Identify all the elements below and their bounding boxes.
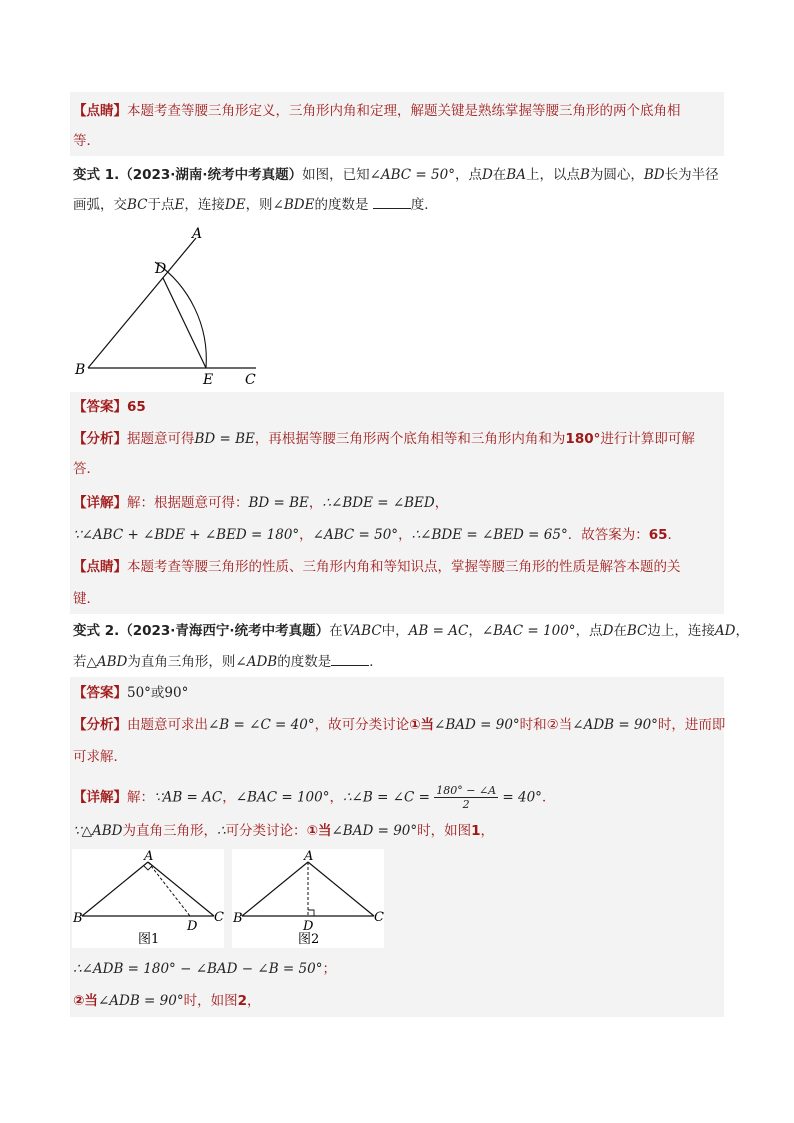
highlight: 时，如图	[417, 823, 472, 839]
highlight: 65	[648, 527, 668, 543]
answer-blank	[331, 653, 369, 666]
text: ，再根据等腰三角形两个底角相等和三角形内角和为	[254, 431, 566, 447]
text: ，	[468, 623, 482, 639]
ray-ba	[88, 238, 196, 368]
math: BC	[626, 623, 648, 639]
answer-value: 65	[127, 399, 146, 415]
text: 在	[329, 623, 343, 639]
text: 画弧，交	[73, 197, 127, 213]
math: AD	[714, 623, 736, 639]
math: D	[602, 623, 614, 639]
math: ∠BDE	[272, 197, 315, 213]
text: ．	[369, 654, 383, 670]
label-d: D	[303, 919, 314, 934]
text: 边上，连接	[647, 623, 715, 639]
text: ，点	[575, 623, 603, 639]
detail-tag: 【详解】	[73, 495, 127, 511]
note-text: 本题考查等腰三角形定义，三角形内角和定理，解题关键是熟练掌握等腰三角形的两个底角相	[127, 103, 681, 119]
math: BD = BE	[248, 495, 309, 511]
text: ，	[735, 623, 749, 639]
math: ∠BAD = 90°	[434, 717, 520, 733]
figure-caption: 图1	[138, 932, 160, 947]
figure-2	[232, 849, 384, 948]
note-tag: 【点睛】	[73, 103, 127, 119]
analysis-line-2: 答．	[73, 461, 100, 477]
math: BC	[127, 197, 148, 213]
math: ∠ADB = 90°	[97, 993, 184, 1009]
math: D	[481, 167, 493, 183]
variant-1-line-2	[73, 196, 438, 214]
answer-value: 50°或90°	[127, 685, 189, 701]
text: 上，以点	[525, 167, 580, 183]
text: 若	[73, 654, 87, 670]
text: 长为半径	[664, 167, 719, 183]
analysis-line-3	[73, 716, 725, 734]
math: DE	[224, 197, 246, 213]
highlight: ①当	[306, 823, 332, 839]
variant-2-source: （2023·青海西宁·统考中考真题）	[119, 623, 330, 639]
figure-caption: 图2	[298, 932, 320, 947]
highlight: 180°	[565, 431, 601, 447]
label-b: B	[233, 911, 243, 926]
text: ，	[329, 789, 343, 806]
highlight: ②当	[73, 993, 98, 1009]
answer-tag: 【答案】	[73, 685, 127, 701]
analysis-line-4: 可求解．	[73, 749, 127, 765]
highlight: 1	[471, 823, 481, 839]
text: ，	[398, 527, 412, 543]
highlight: 2	[237, 993, 247, 1009]
highlight: 时，如图	[183, 993, 238, 1009]
note-text: 本题考查等腰三角形的性质、三角形内角和等知识点，掌握等腰三角形的性质是解答本题的关	[127, 559, 681, 575]
label-a: A	[192, 226, 203, 242]
text: 据题意可得	[127, 431, 195, 447]
detail-line-6	[73, 992, 260, 1010]
label-a: A	[144, 849, 154, 864]
math: ∵AB = AC	[154, 789, 223, 806]
label-c: C	[245, 372, 256, 388]
math: ∠BAC = 100°	[481, 623, 576, 639]
text: 于点	[147, 197, 175, 213]
note-line-2: 等．	[73, 133, 100, 149]
text: 解：根据题意可得：	[127, 495, 249, 511]
text: 为直角三角形，	[122, 823, 217, 839]
fraction-numerator: 180° − ∠A	[436, 784, 497, 797]
text: ，则	[245, 197, 273, 213]
math: ∴∠ADB = 180° − ∠BAD − ∠B = 50°	[73, 961, 323, 977]
analysis-line-1	[73, 430, 695, 448]
label-b: B	[75, 362, 86, 378]
math: ∠ADB	[235, 654, 278, 670]
text: 中，	[381, 623, 409, 639]
math: = 40°	[502, 789, 542, 806]
detail-line-2	[73, 526, 681, 544]
label-d: D	[187, 919, 198, 934]
text: ．	[667, 527, 681, 543]
text: 的度数是	[277, 654, 332, 670]
math: ∠BAD = 90°	[331, 823, 418, 839]
answer-line-2	[73, 684, 188, 702]
math: ∠B = ∠C = 40°	[208, 717, 315, 733]
math: BD = BE	[194, 431, 255, 447]
fraction	[434, 784, 498, 811]
math: BD	[643, 167, 665, 183]
math: ∴∠BDE = ∠BED = 65°	[411, 527, 568, 543]
answer-tag: 【答案】	[73, 399, 127, 415]
fraction-denominator: 2	[462, 798, 470, 811]
detail-line-1	[73, 494, 448, 512]
detail-tag: 【详解】	[73, 789, 127, 806]
text: ，故可分类讨论	[314, 717, 410, 733]
detail-line-3	[73, 784, 555, 811]
math: ∴	[216, 823, 226, 839]
math: ∵∠ABC + ∠BDE + ∠BED = 180°	[73, 527, 300, 543]
math: B	[579, 167, 590, 183]
variant-1-source: （2023·湖南·统考中考真题）	[119, 167, 303, 183]
text: 的度数是	[314, 197, 369, 213]
label-b: B	[73, 911, 83, 926]
highlight: ①当	[409, 717, 435, 733]
analysis-tag: 【分析】	[73, 717, 127, 733]
text: 由题意可求出	[127, 717, 208, 733]
text: ，	[246, 993, 261, 1009]
detail-line-5	[73, 960, 336, 978]
answer-line	[73, 398, 146, 416]
highlight: 时，进而即	[657, 717, 726, 733]
text: ．故答案为：	[567, 527, 649, 543]
math: ∠BAC = 100°	[235, 789, 330, 806]
variant-2-label: 变式 2.	[73, 623, 120, 639]
text: ，	[480, 823, 495, 839]
text: ，连接	[184, 197, 225, 213]
math: ∠ABC = 50°	[369, 167, 455, 183]
text: ；	[322, 961, 336, 977]
variant-2-line-1	[73, 622, 749, 640]
math: E	[174, 197, 185, 213]
text: 为直角三角形，则	[127, 654, 236, 670]
note-tag: 【点睛】	[73, 559, 127, 575]
label-d: D	[155, 261, 167, 277]
text: 在	[613, 623, 627, 639]
variant-1-label: 变式 1.	[73, 167, 120, 183]
math: VABC	[342, 623, 382, 639]
highlight: 时和②当	[519, 717, 573, 733]
figure-angle-arc	[72, 222, 272, 390]
text: ，	[299, 527, 313, 543]
text: 解：	[127, 789, 154, 806]
label-a: A	[304, 849, 314, 864]
math: ∠ADB = 90°	[572, 717, 658, 733]
text: 度．	[410, 197, 438, 213]
detail-line-4	[73, 822, 494, 840]
label-c: C	[214, 910, 224, 925]
label-c: C	[374, 910, 384, 925]
math: △ABD	[86, 654, 128, 670]
note-line-3	[73, 558, 681, 576]
variant-2-line-2	[73, 653, 383, 671]
note-line-4: 键．	[73, 591, 100, 607]
math: AB = AC	[408, 623, 469, 639]
text: ，	[434, 495, 449, 511]
answer-blank	[373, 196, 411, 209]
math: ∠ABC = 50°	[312, 527, 399, 543]
text: 在	[492, 167, 507, 183]
math: ∴∠BDE = ∠BED	[322, 495, 435, 511]
text: 可分类讨论：	[225, 823, 307, 839]
text: ，	[222, 789, 236, 806]
text: 进行计算即可解	[600, 431, 695, 447]
variant-1-line-1	[73, 166, 719, 184]
text: ，点	[454, 167, 482, 183]
note-line-1	[73, 102, 681, 120]
math: BA	[506, 167, 526, 183]
text: 如图，已知	[302, 167, 370, 183]
math: ∵△ABD	[73, 823, 123, 839]
math: ∴∠B = ∠C =	[342, 789, 430, 806]
analysis-tag: 【分析】	[73, 431, 127, 447]
figure-1	[72, 849, 224, 948]
label-e: E	[203, 372, 214, 388]
text: ，	[308, 495, 323, 511]
text: ．	[541, 789, 556, 806]
text: 为圆心，	[589, 167, 644, 183]
